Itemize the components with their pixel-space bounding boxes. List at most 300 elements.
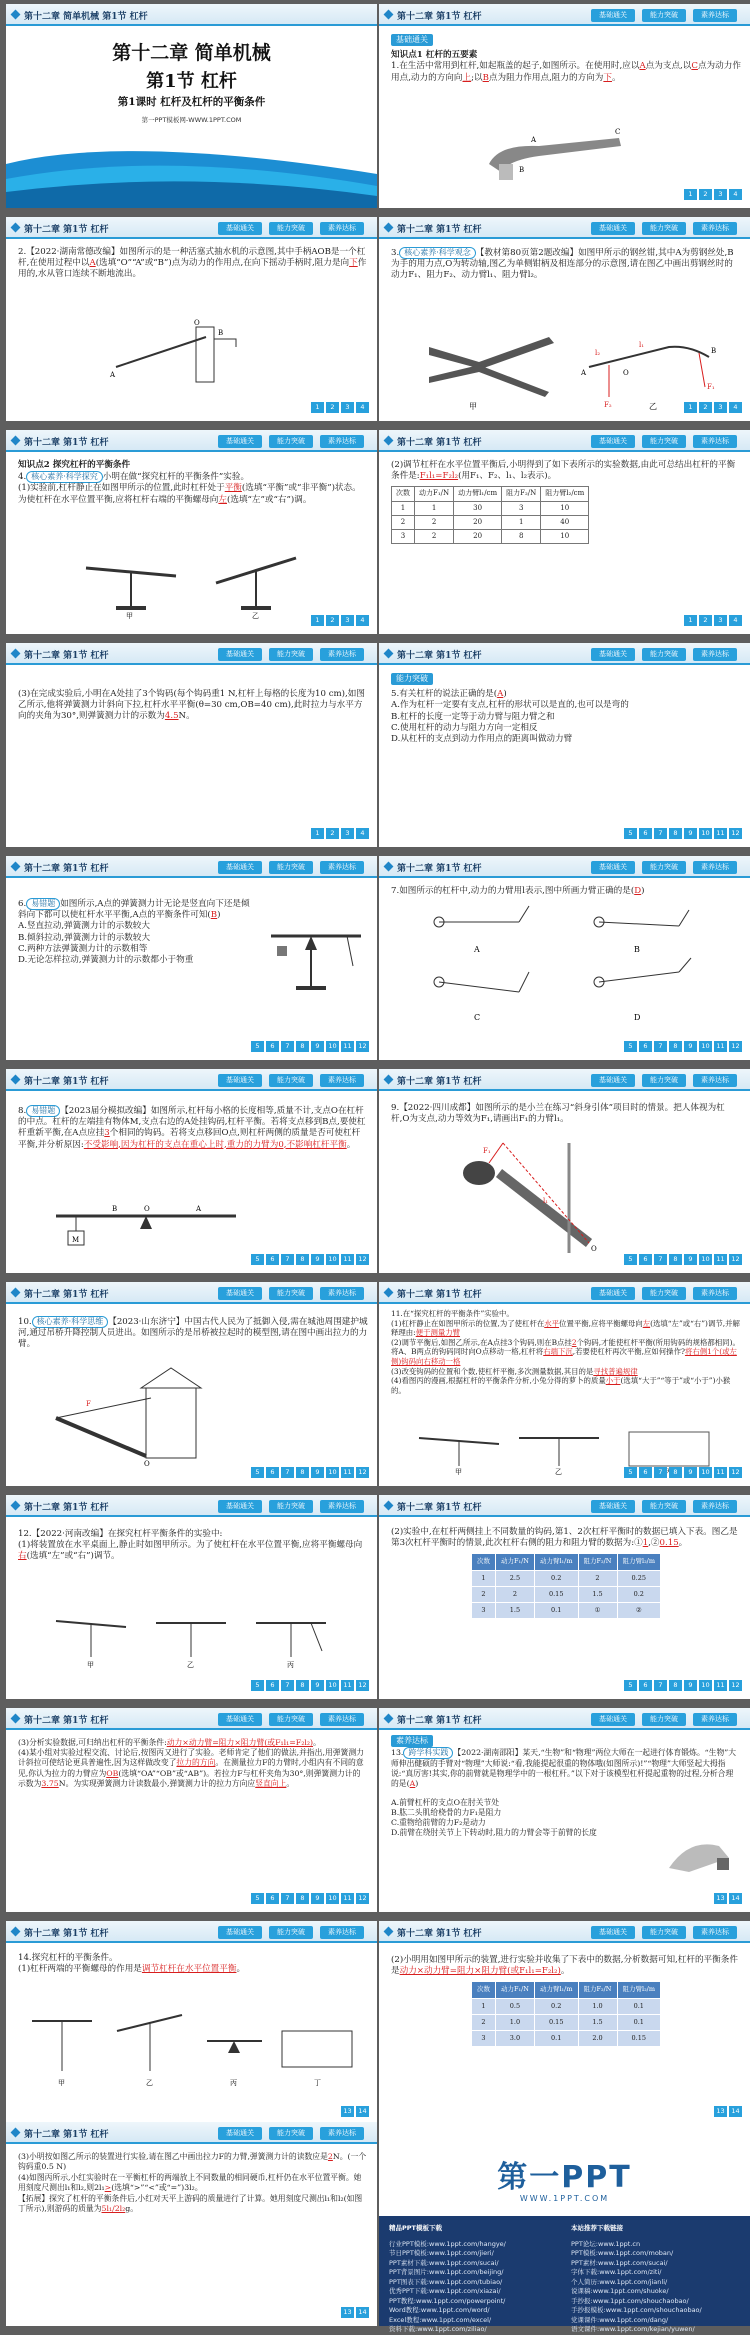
page-link[interactable]: 10 (326, 1041, 339, 1052)
literacy-button[interactable]: 素养达标 (320, 648, 364, 661)
ability-button[interactable]: 能力突破 (642, 222, 686, 235)
page-link[interactable]: 6 (639, 1467, 652, 1478)
page-link[interactable]: 8 (296, 1680, 309, 1691)
section-tag: 能力突破 (391, 673, 433, 685)
page-link[interactable]: 1 (684, 189, 697, 200)
page-link[interactable]: 8 (669, 1254, 682, 1265)
svg-text:甲: 甲 (58, 2079, 65, 2087)
link-item[interactable]: 节日PPT模板:www.1ppt.com/jieri/ (389, 2249, 494, 2257)
slide-header (379, 4, 750, 26)
svg-text:l₁: l₁ (639, 341, 645, 349)
page-link[interactable]: 1 (311, 402, 324, 413)
link-item[interactable]: 手抄报模板:www.1ppt.com/shouchaobao/ (571, 2306, 702, 2314)
page-link[interactable]: 10 (699, 1467, 712, 1478)
page-link[interactable]: 5 (624, 1041, 637, 1052)
ability-button[interactable]: 能力突破 (642, 1713, 686, 1726)
slide-body (18, 1738, 368, 1789)
header-title: 第十二章 第1节 杠杆 (397, 1716, 482, 1726)
slide-body (391, 34, 741, 84)
header-title: 第十二章 第1节 杠杆 (24, 2130, 109, 2140)
page-link[interactable]: 9 (684, 1041, 697, 1052)
slide-body (18, 898, 258, 966)
page-link[interactable]: 7 (654, 1254, 667, 1265)
link-item[interactable]: PPT背景图片:www.1ppt.com/beijing/ (389, 2268, 504, 2276)
svg-text:C: C (615, 128, 621, 136)
q11-part2: (2)调节平衡后,如图乙所示,在A点挂3个钩码,则在B点挂2个钩码,才能使杠杆平衡(所用钩码的规格都相同)。将A、B两点的钩码同时向O点移动一格,杠杆将右端下沉,若要使杠杆再次平衡,应如何操作?将右侧1个(或左侧)钩码向右移动一格 (391, 1337, 740, 1366)
page-link[interactable]: 8 (296, 1254, 309, 1265)
page-link[interactable]: 7 (654, 1041, 667, 1052)
basic-button[interactable]: 基础通关 (218, 648, 262, 661)
page-link[interactable]: 9 (311, 1254, 324, 1265)
ability-button[interactable]: 能力突破 (269, 1926, 313, 1939)
page-nav (624, 1467, 742, 1478)
ability-button[interactable]: 能力突破 (642, 1926, 686, 1939)
page-link[interactable]: 8 (669, 828, 682, 839)
question-10: 10. 核心素养·科学思维 【2023·山东济宁】中国古代人民为了抵御入侵,需在城池周围建护城河,通过吊桥升降控制人员进出。如图所示的是吊桥被拉起时的模型图,请在图中画出拉力的力臂。 (18, 1317, 368, 1350)
page-link[interactable]: 9 (684, 1467, 697, 1478)
page-link[interactable]: 4 (729, 615, 742, 626)
slide-21 (6, 2122, 377, 2326)
svg-text:B: B (519, 166, 525, 174)
page-link[interactable]: 8 (296, 1467, 309, 1478)
page-link[interactable]: 9 (311, 1041, 324, 1052)
page-link[interactable]: 14 (356, 2307, 369, 2318)
page-link[interactable]: 3 (341, 828, 354, 839)
page-link[interactable]: 13 (714, 1893, 727, 1904)
header-bullet-icon (384, 1501, 394, 1511)
question-11: 11.在“探究杠杆的平衡条件”实验中。 (391, 1309, 514, 1318)
lesson-title: 第1课时 杠杆及杠杆的平衡条件 (117, 96, 266, 108)
literacy-button[interactable]: 素养达标 (320, 435, 364, 448)
page-link[interactable]: 8 (296, 1041, 309, 1052)
basic-button[interactable]: 基础通关 (591, 1074, 635, 1087)
ability-button[interactable]: 能力突破 (642, 648, 686, 661)
literacy-button[interactable]: 素养达标 (693, 1713, 737, 1726)
page-link[interactable]: 5 (251, 1254, 264, 1265)
page-link[interactable]: 5 (251, 1041, 264, 1052)
link-item[interactable]: 字体下载:www.1ppt.com/ziti/ (571, 2268, 662, 2276)
ability-button[interactable]: 能力突破 (269, 648, 313, 661)
drawbridge-figure (36, 1368, 216, 1468)
basic-button[interactable]: 基础通关 (218, 1287, 262, 1300)
link-item[interactable]: PPT教程:www.1ppt.com/powerpoint/ (389, 2296, 506, 2305)
slide-header (6, 2122, 377, 2144)
page-link[interactable]: 6 (639, 828, 652, 839)
svg-text:丙: 丙 (230, 2079, 237, 2087)
literacy-button[interactable]: 素养达标 (320, 1926, 364, 1939)
page-link[interactable]: 6 (266, 1893, 279, 1904)
svg-text:A: A (474, 945, 480, 954)
page-link[interactable]: 3 (714, 615, 727, 626)
header-bullet-icon (384, 1075, 394, 1085)
page-link[interactable]: 11 (714, 1467, 727, 1478)
page-link[interactable]: 6 (266, 1254, 279, 1265)
slide-header (6, 856, 377, 878)
page-link[interactable]: 9 (684, 828, 697, 839)
data-table: 次数 动力F₁/N 动力臂l₁/m 阻力F₂/N 阻力臂l₂/m 1 0.5 0.2 1.0 0.1 2 1.0 0.15 1.5 0.1 3 3.0 0.1 2.0 0.15 (471, 1981, 661, 2047)
basic-button[interactable]: 基础通关 (591, 1713, 635, 1726)
ability-button[interactable]: 能力突破 (642, 1074, 686, 1087)
option: A.竖直拉动,弹簧测力计的示数较大 (18, 921, 150, 932)
page-link[interactable]: 11 (714, 1254, 727, 1265)
page-link[interactable]: 10 (326, 1680, 339, 1691)
link-item[interactable]: 语文课件:www.1ppt.com/kejian/yuwen/ (571, 2325, 695, 2333)
page-link[interactable]: 5 (251, 1680, 264, 1691)
ability-button[interactable]: 能力突破 (269, 1074, 313, 1087)
page-link[interactable]: 8 (669, 1041, 682, 1052)
slide-header (6, 4, 377, 26)
lever-setup-figures (46, 1601, 336, 1671)
page-link[interactable]: 4 (729, 189, 742, 200)
page-link[interactable]: 3 (341, 402, 354, 413)
page-link[interactable]: 12 (356, 1680, 369, 1691)
page-nav (684, 402, 742, 413)
page-link[interactable]: 5 (624, 1680, 637, 1691)
page-link[interactable]: 12 (356, 1041, 369, 1052)
question-4-part3: (3)在完成实验后,小明在A处挂了3个钩码(每个钩码重1 N,杠杆上每格的长度为10 cm),如图乙所示,他将弹簧测力计斜向下拉,杠杆水平平衡(θ=30 cm,OB=40 cm),此时拉力与水平方向的夹角为30°,则弹簧测力计的示数为4.5N。 (18, 689, 365, 722)
page-link[interactable]: 2 (699, 189, 712, 200)
page-link[interactable]: 12 (356, 1893, 369, 1904)
slide-header (6, 217, 377, 239)
ability-button[interactable]: 能力突破 (269, 222, 313, 235)
page-link[interactable]: 4 (356, 402, 369, 413)
page-link[interactable]: 12 (729, 1467, 742, 1478)
basic-button[interactable]: 基础通关 (218, 1713, 262, 1726)
header-bullet-icon (11, 223, 21, 233)
page-link[interactable]: 11 (341, 1467, 354, 1478)
literacy-button[interactable]: 素养达标 (320, 1713, 364, 1726)
page-link[interactable]: 2 (326, 828, 339, 839)
link-item[interactable]: 个人简历:www.1ppt.com/jianli/ (571, 2277, 668, 2286)
link-item[interactable]: 资料下载:www.1ppt.com/ziliao/ (389, 2325, 487, 2333)
svg-text:C: C (474, 1013, 481, 1022)
page-link[interactable]: 12 (356, 1254, 369, 1265)
ability-button[interactable]: 能力突破 (269, 1287, 313, 1300)
link-item[interactable]: PPT模板:www.1ppt.com/moban/ (571, 2249, 674, 2257)
page-link[interactable]: 5 (251, 1893, 264, 1904)
literacy-button[interactable]: 素养达标 (693, 1287, 737, 1300)
literacy-button[interactable]: 素养达标 (320, 222, 364, 235)
svg-text:A: A (581, 369, 587, 377)
page-link[interactable]: 2 (326, 402, 339, 413)
page-link[interactable]: 4 (356, 615, 369, 626)
page-link[interactable]: 2 (699, 402, 712, 413)
page-link[interactable]: 12 (356, 1467, 369, 1478)
page-link[interactable]: 11 (714, 1041, 727, 1052)
page-link[interactable]: 7 (281, 1467, 294, 1478)
page-nav (341, 2106, 369, 2117)
literacy-button[interactable]: 素养达标 (320, 861, 364, 874)
ability-button[interactable]: 能力突破 (642, 861, 686, 874)
page-link[interactable]: 4 (729, 402, 742, 413)
page-link[interactable]: 9 (684, 1254, 697, 1265)
page-link[interactable]: 2 (326, 615, 339, 626)
page-link[interactable]: 8 (296, 1893, 309, 1904)
page-link[interactable]: 7 (654, 1680, 667, 1691)
page-link[interactable]: 6 (266, 1041, 279, 1052)
header-bullet-icon (11, 1927, 21, 1937)
page-link[interactable]: 13 (341, 2106, 354, 2117)
page-link[interactable]: 6 (266, 1467, 279, 1478)
link-column-2 (571, 2224, 741, 2335)
page-link[interactable]: 6 (266, 1680, 279, 1691)
link-item[interactable]: PPT论坛:www.1ppt.cn (571, 2239, 641, 2248)
link-item[interactable]: PPT图表下载:www.1ppt.com/tubiao/ (389, 2277, 503, 2286)
page-link[interactable]: 4 (356, 828, 369, 839)
page-link[interactable]: 11 (341, 1893, 354, 1904)
ability-button[interactable]: 能力突破 (269, 2127, 313, 2140)
page-link[interactable]: 1 (311, 615, 324, 626)
basic-button[interactable]: 基础通关 (591, 435, 635, 448)
header-bullet-icon (384, 223, 394, 233)
ability-button[interactable]: 能力突破 (269, 861, 313, 874)
arm-lever-figure (659, 1828, 739, 1878)
header-title: 第十二章 第1节 杠杆 (397, 12, 482, 22)
slide-header (6, 1708, 377, 1730)
link-item[interactable]: Word教程:www.1ppt.com/word/ (389, 2306, 490, 2314)
svg-text:B: B (711, 347, 717, 355)
page-link[interactable]: 9 (311, 1680, 324, 1691)
slide-header (379, 856, 750, 878)
page-link[interactable]: 10 (326, 1893, 339, 1904)
basic-button[interactable]: 基础通关 (591, 1500, 635, 1513)
basic-button[interactable]: 基础通关 (591, 861, 635, 874)
ability-button[interactable]: 能力突破 (269, 1713, 313, 1726)
column-title: 精品PPT模板下载 (389, 2224, 442, 2232)
link-item[interactable]: 优秀PPT下载:www.1ppt.com/xiazai/ (389, 2287, 501, 2295)
page-link[interactable]: 7 (281, 1254, 294, 1265)
page-link[interactable]: 8 (669, 1680, 682, 1691)
page-link[interactable]: 11 (714, 828, 727, 839)
page-link[interactable]: 7 (281, 1680, 294, 1691)
slide-header (379, 1282, 750, 1304)
literacy-button[interactable]: 素养达标 (320, 1500, 364, 1513)
link-item[interactable]: 行业PPT模板:www.1ppt.com/hangye/ (389, 2239, 506, 2248)
basic-button[interactable]: 基础通关 (218, 222, 262, 235)
header-title: 第十二章 第1节 杠杆 (397, 1290, 482, 1300)
literacy-button[interactable]: 素养达标 (320, 2127, 364, 2140)
header-title: 第十二章 第1节 杠杆 (24, 1929, 109, 1939)
page-link[interactable]: 1 (684, 615, 697, 626)
header-title: 第十二章 第1节 杠杆 (24, 1077, 109, 1087)
page-link[interactable]: 7 (281, 1893, 294, 1904)
literacy-button[interactable]: 素养达标 (320, 1287, 364, 1300)
ability-button[interactable]: 能力突破 (642, 1287, 686, 1300)
question-9: 9.【2022·四川成都】如图所示的是小兰在练习“斜身引体”项目时的情景。把人体视为杠杆,O为支点,动力等效为F₁,请画出F₁的力臂l₁。 (391, 1103, 725, 1125)
basic-button[interactable]: 基础通关 (218, 1500, 262, 1513)
link-item[interactable]: PPT素材:www.1ppt.com/sucai/ (571, 2258, 668, 2267)
data-table: 次数 动力F₁/N 动力臂l₁/cm 阻力F₂/N 阻力臂l₂/cm 1 1 30 3 10 2 2 20 1 40 3 2 20 8 10 (391, 486, 589, 544)
link-item[interactable]: 说课稿:www.1ppt.com/shuoke/ (571, 2287, 669, 2295)
page-link[interactable]: 14 (729, 1893, 742, 1904)
page-link[interactable]: 11 (341, 1254, 354, 1265)
q14-part1: (1)杠杆两端的平衡螺母的作用是调节杠杆在水平位置平衡。 (18, 1964, 246, 1975)
page-link[interactable]: 10 (699, 1041, 712, 1052)
slide-20 (379, 1921, 750, 2125)
page-link[interactable]: 14 (729, 2106, 742, 2117)
page-link[interactable]: 10 (326, 1254, 339, 1265)
ability-button[interactable]: 能力突破 (642, 9, 686, 22)
header-title: 第十二章 第1节 杠杆 (397, 651, 482, 661)
page-link[interactable]: 3 (341, 615, 354, 626)
page-link[interactable]: 3 (714, 402, 727, 413)
page-link[interactable]: 11 (341, 1041, 354, 1052)
link-item[interactable]: 党课课件:www.1ppt.com/dang/ (571, 2315, 669, 2324)
basic-button[interactable]: 基础通关 (591, 222, 635, 235)
question-7: 7.如图所示的杠杆中,动力的力臂用l表示,图中所画力臂正确的是(D) (391, 886, 645, 896)
ability-button[interactable]: 能力突破 (269, 1500, 313, 1513)
cover-wave-graphic (6, 124, 377, 208)
q14-extension: 【拓展】探究了杠杆的平衡条件后,小红对天平上游码的质量进行了计算。她用刻度尺测出l₁和l₂(如图丁所示),则游码的质量为5l₁/2l₂g。 (18, 2193, 363, 2214)
page-link[interactable]: 5 (624, 828, 637, 839)
basic-button[interactable]: 基础通关 (218, 1926, 262, 1939)
slide-5 (6, 430, 377, 634)
page-link[interactable]: 5 (251, 1467, 264, 1478)
svg-text:甲: 甲 (455, 1468, 462, 1476)
page-link[interactable]: 1 (684, 402, 697, 413)
page-link[interactable]: 12 (729, 1041, 742, 1052)
page-link[interactable]: 11 (714, 1680, 727, 1691)
slide-7 (6, 643, 377, 847)
literacy-button[interactable]: 素养达标 (693, 1500, 737, 1513)
header-title: 第十二章 第1节 杠杆 (24, 1716, 109, 1726)
ability-button[interactable]: 能力突破 (269, 435, 313, 448)
question-8: 8. 易错题 【2023届分模拟改编】如图所示,杠杆每小格的长度相等,质量不计,支点O在杠杆的中点。杠杆的左端挂有物体M,支点右边的A处挂钩码,杠杆平衡。若将支点移到B点,要使杠杆重新平衡,在A点应挂3个相同的钩码。若将支点移回O点,则杠杆两侧的质量是否可使杠杆平衡,并分析原因:不受影响,因为杠杆的支点在重心上时,重力的力臂为0,不影响杠杆平衡。 (18, 1106, 366, 1150)
svg-text:O: O (144, 1460, 150, 1468)
slide-19 (6, 1921, 377, 2125)
ability-button[interactable]: 能力突破 (642, 435, 686, 448)
page-link[interactable]: 12 (729, 1254, 742, 1265)
page-link[interactable]: 6 (639, 1041, 652, 1052)
page-link[interactable]: 11 (341, 1680, 354, 1691)
basic-button[interactable]: 基础通关 (591, 1926, 635, 1939)
section-title: 第1节 杠杆 (146, 71, 237, 92)
literacy-button[interactable]: 素养达标 (320, 1074, 364, 1087)
page-link[interactable]: 14 (356, 2106, 369, 2117)
question-3: 3. 核心素养·科学观念 【教材第80页第2题改编】如图甲所示的钢丝钳,其中A为剪钢丝处,B为手的用力点,O为转动轴,图乙为单侧钳柄及相连部分的示意图,请在图乙中画出剪钢丝时的动力F₁、阻力F₂、动力臂l₁、阻力臂l₂。 (391, 248, 734, 281)
page-link[interactable]: 5 (624, 1467, 637, 1478)
knowledge-point: 知识点2 探究杠杆的平衡条件 (18, 460, 131, 470)
q12-part3: (3)分析实验数据,可归纳出杠杆的平衡条件:动力×动力臂=阻力×阻力臂(或F₁l₁=F₂l₂)。 (18, 1738, 321, 1747)
page-link[interactable]: 10 (699, 828, 712, 839)
page-link[interactable]: 12 (729, 828, 742, 839)
slide-body (18, 1529, 368, 1563)
slide-header (379, 1069, 750, 1091)
header-bullet-icon (384, 862, 394, 872)
basic-button[interactable]: 基础通关 (591, 648, 635, 661)
slide-body (18, 689, 368, 723)
slide-body (391, 1735, 741, 1838)
literacy-button[interactable]: 素养达标 (693, 861, 737, 874)
svg-text:O: O (623, 369, 629, 377)
slide-header (379, 1921, 750, 1943)
question-2: 2.【2022·湖南常德改编】如图所示的是一种活塞式抽水机的示意图,其中手柄AOB是一个杠杆,在使用过程中以A(选填“O”“A”或“B”)点为动力的作用点,在向下摇动手柄时,阻力是向下作用的,水从管口连续不断地流出。 (18, 247, 367, 280)
basic-button[interactable]: 基础通关 (218, 2127, 262, 2140)
page-nav (624, 1680, 742, 1691)
page-link[interactable]: 10 (699, 1254, 712, 1265)
page-link[interactable]: 5 (624, 1254, 637, 1265)
svg-text:l₂: l₂ (595, 349, 601, 357)
page-link[interactable]: 9 (311, 1467, 324, 1478)
slide-header (379, 643, 750, 665)
basic-button[interactable]: 基础通关 (218, 435, 262, 448)
svg-text:O: O (194, 319, 200, 327)
header-title: 第十二章 第1节 杠杆 (24, 225, 109, 235)
page-link[interactable]: 3 (714, 189, 727, 200)
link-panel (379, 2216, 750, 2333)
header-bullet-icon (11, 436, 21, 446)
header-title: 第十二章 第1节 杠杆 (397, 1077, 482, 1087)
page-link[interactable]: 6 (639, 1680, 652, 1691)
basic-button[interactable]: 基础通关 (218, 1074, 262, 1087)
slide-header (6, 430, 377, 452)
literacy-button[interactable]: 素养达标 (693, 1926, 737, 1939)
slide-header (6, 1069, 377, 1091)
page-link[interactable]: 6 (639, 1254, 652, 1265)
page-link[interactable]: 8 (669, 1467, 682, 1478)
page-nav (311, 828, 369, 839)
basic-button[interactable]: 基础通关 (591, 1287, 635, 1300)
slide-18 (379, 1708, 750, 1912)
slide-9 (6, 856, 377, 1060)
literacy-button[interactable]: 素养达标 (693, 435, 737, 448)
link-item[interactable]: PPT素材下载:www.1ppt.com/sucai/ (389, 2258, 499, 2267)
header-bullet-icon (11, 862, 21, 872)
page-nav (251, 1893, 369, 1904)
page-link[interactable]: 10 (699, 1680, 712, 1691)
page-nav (714, 2106, 742, 2117)
svg-text:D: D (634, 1013, 641, 1022)
literacy-button[interactable]: 素养达标 (693, 1074, 737, 1087)
literacy-button[interactable]: 素养达标 (693, 648, 737, 661)
basic-button[interactable]: 基础通关 (591, 9, 635, 22)
page-link[interactable]: 12 (729, 1680, 742, 1691)
q14-part3: (3)小明按如图乙所示的装置进行实验,请在图乙中画出拉力F的力臂,弹簧测力计的读数应是2N。(一个钩码重0.5 N) (18, 2152, 367, 2172)
slide-body (18, 460, 368, 506)
svg-text:F₁: F₁ (483, 1147, 491, 1155)
page-link[interactable]: 7 (654, 828, 667, 839)
basic-button[interactable]: 基础通关 (218, 861, 262, 874)
page-link[interactable]: 9 (311, 1893, 324, 1904)
ability-button[interactable]: 能力突破 (642, 1500, 686, 1513)
page-link[interactable]: 9 (684, 1680, 697, 1691)
page-link[interactable]: 7 (654, 1467, 667, 1478)
slide-body (391, 673, 741, 745)
svg-text:乙: 乙 (146, 2079, 153, 2087)
link-item[interactable]: 手抄报:www.1ppt.com/shouchaobao/ (571, 2296, 689, 2305)
svg-text:乙: 乙 (187, 1661, 194, 1669)
slide-body (18, 2152, 368, 2214)
page-link[interactable]: 13 (714, 2106, 727, 2117)
page-link[interactable]: 13 (341, 2307, 354, 2318)
slide-header (6, 1282, 377, 1304)
header-bullet-icon (384, 1714, 394, 1724)
header-bullet-icon (384, 10, 394, 20)
literacy-button[interactable]: 素养达标 (693, 9, 737, 22)
page-link[interactable]: 2 (699, 615, 712, 626)
page-link[interactable]: 1 (311, 828, 324, 839)
page-link[interactable]: 10 (326, 1467, 339, 1478)
q11-part4: (4)看图丙的漫画,根据杠杆的平衡条件分析,小兔分得的萝卜的质量小于(选填“大于”“等于”或“小于”)小猴的。 (391, 1376, 731, 1395)
literacy-button[interactable]: 素养达标 (693, 222, 737, 235)
header-bullet-icon (11, 649, 21, 659)
link-item[interactable]: Excel教程:www.1ppt.com/excel/ (389, 2315, 492, 2324)
page-link[interactable]: 7 (281, 1041, 294, 1052)
bottle-opener-figure (479, 124, 639, 184)
question-4-part1: (1)实验前,杠杆静止在如图甲所示的位置,此时杠杆处于平衡(选填“平衡”或“非平衡”)状态。为使杠杆在水平位置平衡,应将杠杆右端的平衡螺母向左(选填“左”或“右”)调。 (18, 483, 361, 505)
svg-text:A: A (196, 1205, 202, 1213)
header-title: 第十二章 简单机械 第1节 杠杆 (24, 12, 148, 22)
